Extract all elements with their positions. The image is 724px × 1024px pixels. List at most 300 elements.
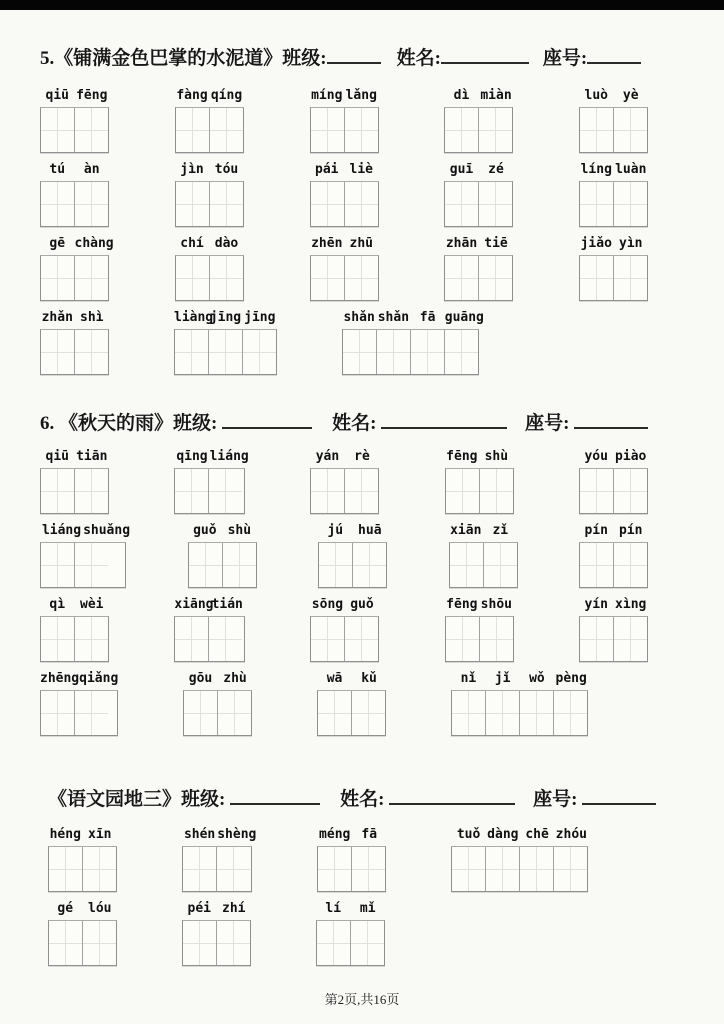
- lesson-title: 《铺满金色巴掌的水泥道》: [54, 48, 283, 69]
- pinyin-syllable: guī: [449, 162, 474, 177]
- pinyin-label: [40, 595, 109, 615]
- pinyin-syllable: lǎng: [345, 88, 377, 103]
- pinyin-label: [316, 899, 385, 919]
- pinyin-label: [318, 521, 387, 541]
- pinyin-label: [451, 825, 588, 845]
- pinyin-syllable: héng: [49, 827, 81, 842]
- writing-grid: [310, 255, 379, 301]
- pinyin-label: [310, 160, 379, 180]
- writing-grid: [40, 107, 109, 153]
- pinyin-label: [183, 669, 252, 689]
- pinyin-syllable: tuǒ: [456, 827, 481, 842]
- character-cell: [580, 182, 614, 226]
- writing-grid: [310, 468, 379, 514]
- pinyin-syllable: wèi: [80, 597, 104, 612]
- character-cell: [83, 921, 116, 965]
- pinyin-syllable: jīng: [209, 310, 242, 325]
- seat-blank-line: [587, 49, 641, 64]
- character-cell: [345, 108, 378, 152]
- pinyin-syllable: xìng: [615, 597, 647, 612]
- character-cell: [209, 617, 242, 661]
- character-cell: [452, 691, 486, 735]
- pinyin-syllable: dì: [453, 88, 470, 103]
- character-cell: [480, 617, 513, 661]
- word-item: [317, 669, 386, 736]
- lesson-title: 《秋天的雨》: [59, 413, 174, 434]
- pinyin-syllable: shuǎng: [83, 523, 131, 538]
- character-cell: [175, 330, 209, 374]
- character-cell: [445, 256, 479, 300]
- pinyin-syllable: tú: [49, 162, 66, 177]
- character-cell: [311, 617, 345, 661]
- word-item: [310, 160, 379, 227]
- writing-grid: [182, 846, 252, 892]
- character-cell: [450, 543, 484, 587]
- word-item: [444, 160, 513, 227]
- word-item: [310, 234, 379, 301]
- word-item: [444, 234, 513, 301]
- character-cell: [75, 543, 108, 587]
- writing-grid: [451, 846, 588, 892]
- name-label: 姓名:: [340, 789, 390, 810]
- character-cell: [243, 330, 276, 374]
- pinyin-syllable: pín: [584, 523, 608, 538]
- character-cell: [452, 847, 486, 891]
- word-row: [48, 899, 656, 966]
- word-item: [316, 899, 385, 966]
- pinyin-syllable: guāng: [444, 310, 484, 325]
- pinyin-label: [444, 86, 513, 106]
- character-cell: [210, 108, 243, 152]
- pinyin-label: [449, 521, 518, 541]
- pinyin-label: [48, 825, 117, 845]
- word-item: [188, 521, 257, 588]
- page-number: 第2页,共16页: [324, 992, 400, 1007]
- character-cell: [176, 108, 210, 152]
- word-item: [310, 447, 379, 514]
- pinyin-syllable: yín: [584, 597, 608, 612]
- pinyin-syllable: tián: [211, 597, 243, 612]
- writing-grid: [182, 920, 251, 966]
- writing-grid: [40, 690, 118, 736]
- character-cell: [446, 617, 480, 661]
- character-cell: [345, 182, 378, 226]
- class-label: 班级:: [282, 48, 327, 69]
- character-cell: [580, 256, 614, 300]
- word-row: [40, 308, 648, 375]
- character-cell: [217, 847, 250, 891]
- character-cell: [223, 543, 256, 587]
- character-cell: [614, 182, 647, 226]
- character-cell: [345, 469, 378, 513]
- character-cell: [352, 691, 385, 735]
- pinyin-syllable: wā: [326, 671, 343, 686]
- word-item: [175, 234, 244, 301]
- character-cell: [83, 847, 116, 891]
- word-item: [579, 447, 648, 514]
- name-label: 姓名:: [396, 48, 441, 69]
- character-cell: [75, 182, 108, 226]
- writing-grid: [183, 690, 252, 736]
- pinyin-syllable: shén: [183, 827, 216, 842]
- section-5-word-rows: [40, 86, 724, 375]
- writing-grid: [175, 181, 244, 227]
- pinyin-syllable: zhǎn: [41, 310, 73, 325]
- pinyin-syllable: tóu: [214, 162, 239, 177]
- word-item: [579, 86, 648, 153]
- character-cell: [345, 256, 378, 300]
- word-item: [451, 669, 588, 736]
- pinyin-syllable: pái: [315, 162, 339, 177]
- word-item: [445, 447, 514, 514]
- pinyin-label: [40, 86, 109, 106]
- pinyin-syllable: gé: [57, 901, 74, 916]
- character-cell: [614, 108, 647, 152]
- pinyin-syllable: qiū: [45, 88, 69, 103]
- pinyin-syllable: fēng: [76, 88, 108, 103]
- pinyin-syllable: piào: [615, 449, 647, 464]
- pinyin-syllable: zhān: [445, 236, 478, 251]
- character-cell: [311, 256, 345, 300]
- class-blank-line: [230, 790, 320, 805]
- writing-grid: [445, 616, 514, 662]
- pinyin-syllable: chí: [180, 236, 204, 251]
- class-label: 班级:: [181, 789, 231, 810]
- seat-label: 座号:: [533, 789, 583, 810]
- pinyin-label: [175, 86, 244, 106]
- writing-grid: [174, 329, 277, 375]
- name-blank-line: [441, 49, 529, 64]
- pinyin-syllable: qīng: [176, 449, 208, 464]
- character-cell: [318, 691, 352, 735]
- character-cell: [209, 469, 242, 513]
- character-cell: [210, 182, 243, 226]
- section-6-word-rows: [40, 447, 724, 736]
- pinyin-label: [317, 669, 386, 689]
- pinyin-label: [445, 447, 514, 467]
- character-cell: [580, 469, 614, 513]
- name-blank-line: [381, 414, 507, 429]
- character-cell: [41, 330, 75, 374]
- word-item: [449, 521, 518, 588]
- word-item: [40, 669, 118, 736]
- pinyin-syllable: shèng: [217, 827, 257, 842]
- character-cell: [480, 469, 513, 513]
- pinyin-syllable: àn: [83, 162, 100, 177]
- word-item: [40, 521, 131, 588]
- section-yuandi-title: [48, 787, 724, 813]
- character-cell: [554, 847, 587, 891]
- writing-grid: [310, 181, 379, 227]
- writing-grid: [579, 181, 648, 227]
- pinyin-syllable: xiāng: [174, 597, 214, 612]
- class-blank-line: [327, 49, 381, 64]
- section-number: 5.: [40, 48, 55, 69]
- word-item: [317, 825, 386, 892]
- pinyin-syllable: zhēn: [311, 236, 343, 251]
- pinyin-label: [579, 234, 648, 254]
- pinyin-syllable: fā: [419, 310, 436, 325]
- section-yuandi-word-rows: [48, 825, 724, 966]
- pinyin-syllable: zhū: [349, 236, 373, 251]
- word-item: [40, 447, 109, 514]
- pinyin-syllable: yìn: [619, 236, 643, 251]
- pinyin-syllable: luàn: [615, 162, 647, 177]
- character-cell: [520, 847, 554, 891]
- writing-grid: [445, 468, 514, 514]
- pinyin-syllable: chàng: [74, 236, 114, 251]
- word-item: [579, 595, 648, 662]
- pinyin-syllable: shù: [484, 449, 509, 464]
- character-cell: [411, 330, 445, 374]
- word-item: [318, 521, 387, 588]
- pinyin-syllable: qiǎng: [79, 671, 119, 686]
- pinyin-label: [182, 899, 251, 919]
- pinyin-syllable: chē: [525, 827, 549, 842]
- pinyin-syllable: kǔ: [361, 671, 377, 686]
- pinyin-syllable: jǐ: [494, 671, 511, 686]
- pinyin-label: [40, 447, 109, 467]
- writing-grid: [444, 255, 513, 301]
- character-cell: [41, 617, 75, 661]
- pinyin-syllable: xīn: [88, 827, 112, 842]
- character-cell: [49, 847, 83, 891]
- pinyin-syllable: yóu: [584, 449, 608, 464]
- pinyin-syllable: jú: [327, 523, 344, 538]
- character-cell: [49, 921, 83, 965]
- writing-grid: [317, 690, 386, 736]
- word-item: [174, 447, 249, 514]
- writing-grid: [310, 616, 379, 662]
- character-cell: [377, 330, 411, 374]
- character-cell: [311, 469, 345, 513]
- writing-grid: [342, 329, 479, 375]
- pinyin-syllable: qì: [49, 597, 66, 612]
- word-item: [174, 595, 244, 662]
- character-cell: [183, 847, 217, 891]
- pinyin-syllable: huā: [358, 523, 382, 538]
- character-cell: [486, 691, 520, 735]
- pinyin-syllable: míng: [311, 88, 343, 103]
- character-cell: [311, 182, 345, 226]
- character-cell: [189, 543, 223, 587]
- character-cell: [343, 330, 377, 374]
- writing-grid: [174, 616, 244, 662]
- character-cell: [209, 330, 243, 374]
- character-cell: [175, 617, 209, 661]
- word-item: [579, 521, 648, 588]
- writing-grid: [174, 468, 244, 514]
- pinyin-syllable: lí: [325, 901, 342, 916]
- character-cell: [353, 543, 386, 587]
- section-number: 6.: [40, 413, 59, 434]
- writing-grid: [451, 690, 588, 736]
- seat-label: 座号:: [542, 48, 588, 69]
- word-row: [40, 521, 648, 588]
- word-item: [40, 160, 109, 227]
- pinyin-label: [310, 86, 379, 106]
- pinyin-syllable: rè: [354, 449, 370, 464]
- writing-grid: [317, 846, 386, 892]
- section-yuwen-yuandi-3: [0, 787, 724, 966]
- pinyin-syllable: zhóu: [555, 827, 587, 842]
- name-blank-line: [389, 790, 515, 805]
- character-cell: [479, 108, 512, 152]
- character-cell: [445, 108, 479, 152]
- pinyin-label: [40, 234, 114, 254]
- writing-grid: [40, 181, 109, 227]
- word-row: [40, 447, 648, 514]
- character-cell: [175, 469, 209, 513]
- pinyin-label: [310, 447, 379, 467]
- pinyin-syllable: miàn: [480, 88, 512, 103]
- character-cell: [446, 469, 480, 513]
- word-item: [451, 825, 588, 892]
- pinyin-syllable: dàng: [487, 827, 519, 842]
- pinyin-syllable: qíng: [210, 88, 243, 103]
- character-cell: [580, 543, 614, 587]
- pinyin-syllable: fēng: [446, 449, 478, 464]
- writing-grid: [579, 542, 648, 588]
- writing-grid: [40, 468, 109, 514]
- character-cell: [317, 921, 351, 965]
- word-item: [310, 86, 379, 153]
- character-cell: [41, 691, 75, 735]
- pinyin-syllable: shù: [227, 523, 252, 538]
- character-cell: [217, 921, 250, 965]
- section-6: [0, 411, 724, 736]
- word-row: [40, 234, 648, 301]
- pinyin-syllable: shōu: [480, 597, 512, 612]
- pinyin-syllable: zhù: [223, 671, 247, 686]
- pinyin-label: [182, 825, 257, 845]
- word-row: [40, 669, 648, 736]
- pinyin-syllable: pín: [618, 523, 643, 538]
- pinyin-syllable: dào: [214, 236, 239, 251]
- word-item: [40, 595, 109, 662]
- character-cell: [580, 108, 614, 152]
- character-cell: [176, 256, 210, 300]
- pinyin-label: [174, 595, 244, 615]
- character-cell: [218, 691, 251, 735]
- character-cell: [311, 108, 345, 152]
- writing-grid: [579, 107, 648, 153]
- pinyin-label: [317, 825, 386, 845]
- word-item: [445, 595, 514, 662]
- pinyin-label: [174, 447, 249, 467]
- character-cell: [41, 182, 75, 226]
- character-cell: [41, 256, 75, 300]
- writing-grid: [48, 920, 117, 966]
- writing-grid: [48, 846, 117, 892]
- character-cell: [318, 847, 352, 891]
- writing-grid: [310, 107, 379, 153]
- character-cell: [554, 691, 587, 735]
- pinyin-syllable: zǐ: [492, 523, 509, 538]
- word-item: [310, 595, 379, 662]
- pinyin-label: [175, 234, 244, 254]
- word-row: [48, 825, 656, 892]
- word-item: [40, 308, 109, 375]
- word-row: [40, 86, 648, 153]
- word-item: [175, 86, 244, 153]
- pinyin-syllable: liàng: [174, 310, 214, 325]
- pinyin-syllable: pèng: [555, 671, 587, 686]
- class-blank-line: [222, 414, 312, 429]
- pinyin-syllable: gē: [49, 236, 66, 251]
- writing-grid: [175, 107, 244, 153]
- seat-blank-line: [582, 790, 656, 805]
- word-item: [174, 308, 277, 375]
- pinyin-syllable: shì: [80, 310, 104, 325]
- character-cell: [75, 469, 108, 513]
- writing-grid: [444, 107, 513, 153]
- pinyin-label: [342, 308, 484, 328]
- writing-grid: [449, 542, 518, 588]
- pinyin-syllable: qiū: [45, 449, 69, 464]
- writing-grid: [579, 255, 648, 301]
- pinyin-syllable: lóu: [88, 901, 112, 916]
- pinyin-label: [579, 86, 648, 106]
- character-cell: [183, 921, 217, 965]
- character-cell: [75, 108, 108, 152]
- pinyin-label: [579, 521, 648, 541]
- word-item: [444, 86, 513, 153]
- section-5-title: [40, 46, 724, 72]
- pinyin-syllable: fā: [361, 827, 378, 842]
- pinyin-syllable: zhí: [222, 901, 246, 916]
- character-cell: [41, 108, 75, 152]
- pinyin-syllable: zhēng: [40, 671, 80, 686]
- writing-grid: [316, 920, 385, 966]
- character-cell: [210, 256, 243, 300]
- pinyin-syllable: shǎn: [377, 310, 410, 325]
- worksheet-page: [0, 10, 724, 966]
- pinyin-syllable: guǒ: [350, 597, 374, 612]
- character-cell: [41, 469, 75, 513]
- pinyin-label: [40, 521, 131, 541]
- pinyin-syllable: liáng: [41, 523, 82, 538]
- writing-grid: [579, 616, 648, 662]
- writing-grid: [175, 255, 244, 301]
- character-cell: [176, 182, 210, 226]
- pinyin-syllable: fēng: [446, 597, 478, 612]
- character-cell: [445, 330, 478, 374]
- name-label: 姓名:: [332, 413, 382, 434]
- character-cell: [614, 617, 647, 661]
- pinyin-label: [310, 234, 379, 254]
- writing-grid: [40, 255, 109, 301]
- seat-label: 座号:: [525, 413, 575, 434]
- pinyin-label: [445, 595, 514, 615]
- word-item: [182, 825, 257, 892]
- pinyin-label: [444, 160, 513, 180]
- character-cell: [479, 256, 512, 300]
- character-cell: [352, 847, 385, 891]
- writing-grid: [318, 542, 387, 588]
- pinyin-syllable: liè: [349, 162, 373, 177]
- pinyin-syllable: líng: [580, 162, 612, 177]
- pinyin-syllable: mǐ: [359, 901, 376, 916]
- pinyin-label: [310, 595, 379, 615]
- character-cell: [614, 543, 647, 587]
- character-cell: [75, 256, 108, 300]
- word-item: [40, 234, 114, 301]
- class-label: 班级:: [173, 413, 223, 434]
- pinyin-label: [175, 160, 244, 180]
- pinyin-label: [174, 308, 277, 328]
- pinyin-syllable: guǒ: [193, 523, 217, 538]
